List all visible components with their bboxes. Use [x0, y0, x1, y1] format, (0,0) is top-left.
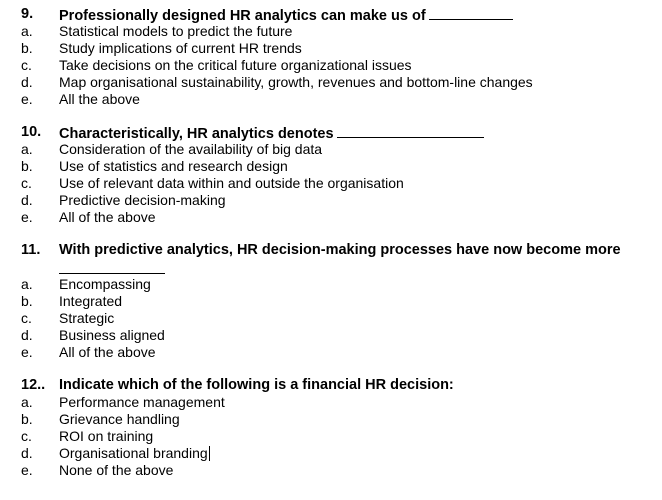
question-header — [0, 6, 662, 23]
question-12 — [0, 377, 662, 479]
option-letter: a. — [21, 394, 33, 410]
option-text: Strategic — [59, 310, 115, 326]
question-text: With predictive analytics, HR decision-making processes have now become more — [59, 242, 621, 258]
option-text: None of the above — [59, 462, 174, 478]
answer-blank — [429, 6, 513, 20]
question-header — [0, 124, 662, 141]
option-letter: b. — [21, 293, 33, 309]
option-c — [0, 310, 662, 327]
option-letter: e. — [21, 91, 33, 107]
option-letter: c. — [21, 57, 32, 73]
option-e — [0, 462, 662, 479]
option-d — [0, 74, 662, 91]
option-text: All the above — [59, 91, 140, 107]
answer-blank — [337, 124, 484, 138]
question-9 — [0, 6, 662, 108]
option-text: All of the above — [59, 344, 156, 360]
question-number: 10. — [21, 124, 42, 140]
answer-blank-row — [0, 259, 662, 276]
option-letter: d. — [21, 192, 33, 208]
option-d — [0, 192, 662, 209]
text-cursor — [209, 446, 210, 461]
option-c — [0, 175, 662, 192]
question-text-content: Professionally designed HR analytics can make us of — [59, 8, 426, 24]
option-b — [0, 411, 662, 428]
option-letter: a. — [21, 276, 33, 292]
option-text: Performance management — [59, 394, 225, 410]
option-c — [0, 428, 662, 445]
option-text: Business aligned — [59, 327, 165, 343]
question-text: Indicate which of the following is a financial HR decision: — [59, 377, 454, 393]
option-d[interactable] — [0, 445, 662, 462]
option-text: Take decisions on the critical future organizational issues — [59, 57, 412, 73]
option-letter: b. — [21, 158, 33, 174]
option-a — [0, 23, 662, 40]
option-c — [0, 57, 662, 74]
option-text[interactable] — [59, 445, 210, 462]
option-b — [0, 293, 662, 310]
question-header — [0, 242, 662, 259]
option-letter: d. — [21, 445, 33, 461]
option-text-content: Organisational branding — [59, 445, 208, 461]
answer-blank — [59, 273, 165, 274]
question-text-content: Characteristically, HR analytics denotes — [59, 126, 334, 142]
option-text: Statistical models to predict the future — [59, 23, 293, 39]
option-letter: d. — [21, 327, 33, 343]
question-number: 12.. — [21, 377, 46, 393]
option-e — [0, 209, 662, 226]
option-letter: a. — [21, 141, 33, 157]
option-text: Integrated — [59, 293, 123, 309]
option-text: Grievance handling — [59, 411, 180, 427]
option-letter: a. — [21, 23, 33, 39]
option-b — [0, 158, 662, 175]
question-number: 9. — [21, 6, 34, 22]
option-text: Predictive decision-making — [59, 192, 226, 208]
option-a — [0, 141, 662, 158]
option-letter: c. — [21, 310, 32, 326]
option-text: All of the above — [59, 209, 156, 225]
option-text: ROI on training — [59, 428, 154, 444]
option-letter: c. — [21, 175, 32, 191]
option-letter: d. — [21, 74, 33, 90]
question-number: 11. — [21, 242, 41, 258]
option-letter: e. — [21, 209, 33, 225]
option-e — [0, 91, 662, 108]
option-e — [0, 344, 662, 361]
option-text: Use of relevant data within and outside the organisation — [59, 175, 404, 191]
option-text: Map organisational sustainability, growth, revenues and bottom-line changes — [59, 74, 533, 90]
option-text: Consideration of the availability of big data — [59, 141, 323, 157]
option-a — [0, 394, 662, 411]
option-d — [0, 327, 662, 344]
option-text: Use of statistics and research design — [59, 158, 288, 174]
option-text: Encompassing — [59, 276, 151, 292]
option-text: Study implications of current HR trends — [59, 40, 302, 56]
question-11 — [0, 242, 662, 361]
option-letter: e. — [21, 462, 33, 478]
question-10 — [0, 124, 662, 226]
option-letter: c. — [21, 428, 32, 444]
option-letter: e. — [21, 344, 33, 360]
option-letter: b. — [21, 411, 33, 427]
question-header — [0, 377, 662, 394]
option-a — [0, 276, 662, 293]
option-b — [0, 40, 662, 57]
option-letter: b. — [21, 40, 33, 56]
